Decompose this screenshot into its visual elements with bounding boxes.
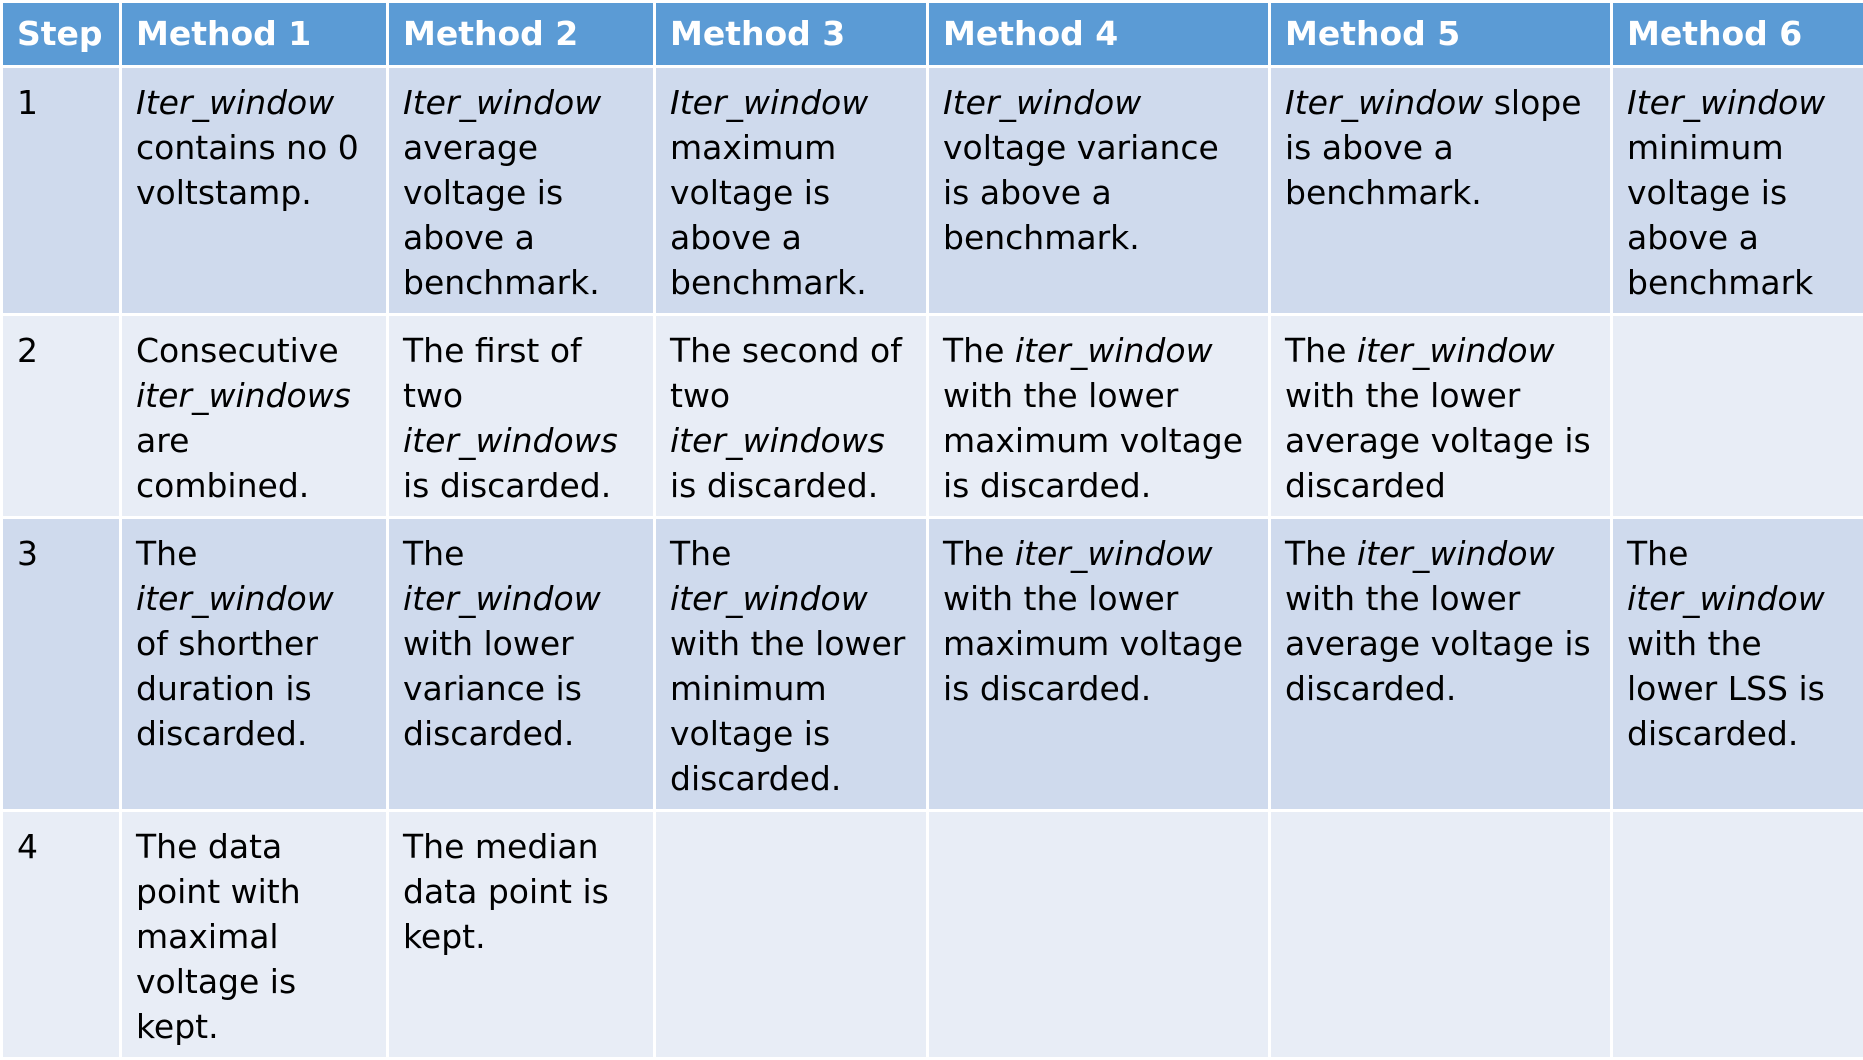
method-cell — [655, 67, 928, 315]
cell-text: The — [403, 534, 464, 573]
italic-term: iter_windows — [136, 376, 351, 415]
method-cell — [655, 518, 928, 811]
cell-text: The second of two — [670, 331, 902, 415]
method-cell — [655, 811, 928, 1059]
cell-text: The — [1627, 534, 1688, 573]
italic-term: Iter_window — [1285, 83, 1483, 122]
cell-text: minimum voltage is above a benchmark — [1627, 128, 1813, 302]
header-method-5: Method 5 — [1270, 2, 1612, 67]
method-cell — [1270, 518, 1612, 811]
cell-text: with the lower average voltage is discarded — [1285, 376, 1591, 505]
italic-term: iter_window — [1015, 331, 1213, 370]
italic-term: Iter_window — [1627, 83, 1825, 122]
italic-term: iter_windows — [403, 421, 618, 460]
header-step: Step — [2, 2, 121, 67]
cell-text: The — [136, 534, 197, 573]
cell-text: voltage variance is above a benchmark. — [943, 128, 1219, 257]
italic-term: iter_window — [1627, 579, 1825, 618]
cell-text: The data point with maximal voltage is kept. — [136, 827, 301, 1046]
method-cell — [928, 315, 1270, 518]
header-method-6: Method 6 — [1612, 2, 1863, 67]
method-cell — [1270, 811, 1612, 1059]
cell-text: with the lower average voltage is discarded. — [1285, 579, 1591, 708]
cell-text: is discarded. — [670, 466, 878, 505]
table-row — [2, 67, 1863, 315]
method-cell — [388, 67, 655, 315]
cell-text: The — [943, 331, 1015, 370]
method-cell — [121, 67, 388, 315]
cell-text: contains no 0 voltstamp. — [136, 128, 359, 212]
method-cell — [121, 315, 388, 518]
header-method-3: Method 3 — [655, 2, 928, 67]
italic-term: Iter_window — [670, 83, 868, 122]
italic-term: iter_windows — [670, 421, 885, 460]
method-cell — [388, 315, 655, 518]
cell-text: with the lower maximum voltage is discarded. — [943, 579, 1243, 708]
step-cell: 1 — [2, 67, 121, 315]
header-method-2: Method 2 — [388, 2, 655, 67]
cell-text: is discarded. — [403, 466, 611, 505]
method-cell — [1612, 518, 1863, 811]
table-row — [2, 518, 1863, 811]
step-cell: 3 — [2, 518, 121, 811]
italic-term: iter_window — [670, 579, 868, 618]
cell-text: with the lower LSS is discarded. — [1627, 624, 1825, 753]
cell-text: are combined. — [136, 421, 309, 505]
italic-term: Iter_window — [403, 83, 601, 122]
method-cell — [1612, 811, 1863, 1059]
cell-text: The first of two — [403, 331, 582, 415]
cell-text: with the lower minimum voltage is discarded. — [670, 624, 905, 798]
cell-text: slope is above a benchmark. — [1285, 83, 1582, 212]
cell-text: The — [1285, 331, 1357, 370]
italic-term: iter_window — [1357, 331, 1555, 370]
method-cell — [1270, 67, 1612, 315]
italic-term: Iter_window — [943, 83, 1141, 122]
method-cell — [121, 518, 388, 811]
table-row — [2, 811, 1863, 1059]
method-cell — [1612, 67, 1863, 315]
italic-term: Iter_window — [136, 83, 334, 122]
italic-term: iter_window — [136, 579, 334, 618]
cell-text: Consecutive — [136, 331, 339, 370]
method-cell — [1612, 315, 1863, 518]
header-method-1: Method 1 — [121, 2, 388, 67]
cell-text: The — [943, 534, 1015, 573]
method-cell — [928, 67, 1270, 315]
italic-term: iter_window — [1015, 534, 1213, 573]
cell-text: The median data point is kept. — [403, 827, 609, 956]
table-header-row — [2, 2, 1863, 67]
method-cell — [388, 811, 655, 1059]
method-cell — [655, 315, 928, 518]
method-cell — [388, 518, 655, 811]
italic-term: iter_window — [403, 579, 601, 618]
step-cell: 4 — [2, 811, 121, 1059]
step-cell: 2 — [2, 315, 121, 518]
method-cell — [121, 811, 388, 1059]
method-cell — [928, 518, 1270, 811]
cell-text: with the lower maximum voltage is discarded. — [943, 376, 1243, 505]
cell-text: The — [1285, 534, 1357, 573]
cell-text: The — [670, 534, 731, 573]
cell-text: maximum voltage is above a benchmark. — [670, 128, 867, 302]
method-cell — [1270, 315, 1612, 518]
italic-term: iter_window — [1357, 534, 1555, 573]
cell-text: average voltage is above a benchmark. — [403, 128, 600, 302]
table-row — [2, 315, 1863, 518]
header-method-4: Method 4 — [928, 2, 1270, 67]
cell-text: with lower variance is discarded. — [403, 624, 582, 753]
cell-text: of shorther duration is discarded. — [136, 624, 318, 753]
method-cell — [928, 811, 1270, 1059]
